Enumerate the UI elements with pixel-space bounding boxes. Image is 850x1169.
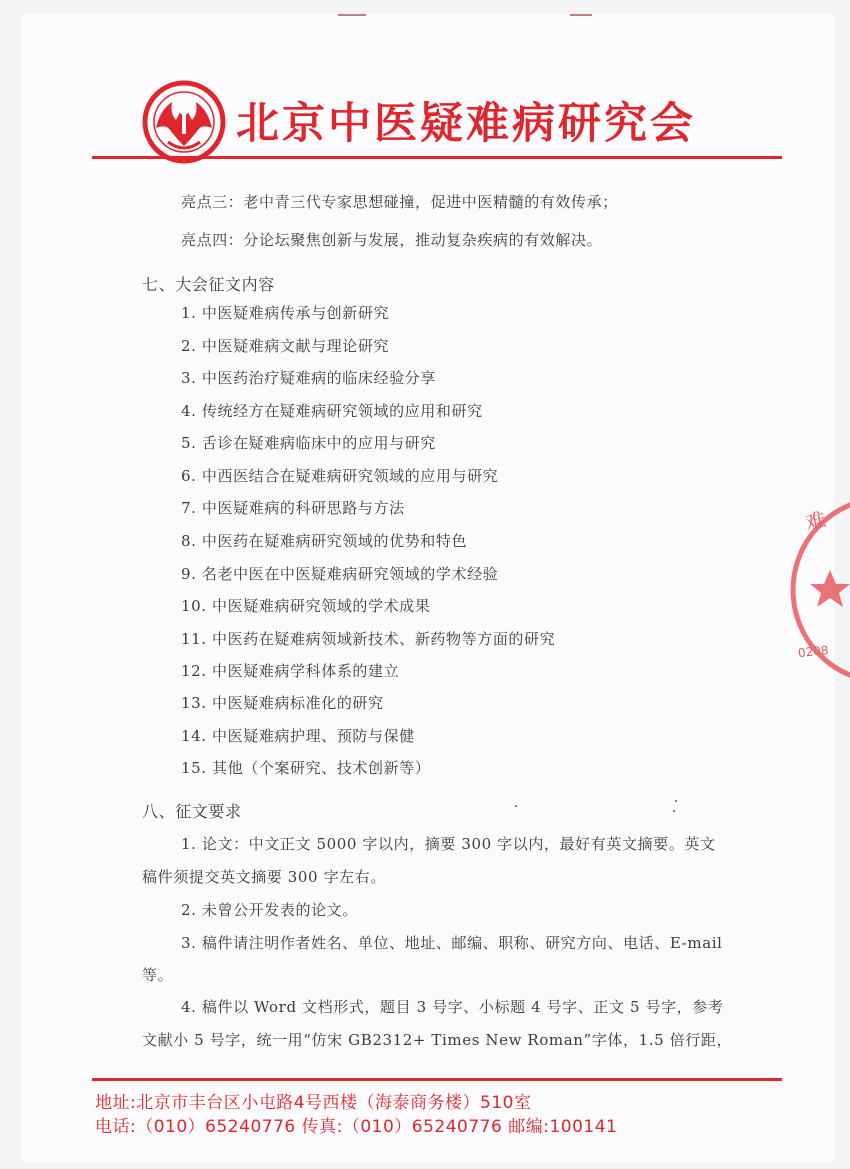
footer-contact: 电话:（010）65240776 传真:（010）65240776 邮编:100141 bbox=[95, 1117, 618, 1137]
list-item: 4. 传统经方在疑难病研究领域的应用和研究 bbox=[181, 402, 483, 420]
list-item: 5. 舌诊在疑难病临床中的应用与研究 bbox=[181, 434, 436, 452]
list-item: 13. 中医疑难病标准化的研究 bbox=[181, 694, 384, 712]
document-page bbox=[22, 14, 834, 1162]
highlight-4: 亮点四：分论坛聚焦创新与发展，推动复杂疾病的有效解决。 bbox=[181, 231, 603, 249]
list-item: 10. 中医疑难病研究领域的学术成果 bbox=[181, 597, 431, 615]
list-item: 14. 中医疑难病护理、预防与保健 bbox=[181, 727, 415, 745]
requirement-1-line-1: 1. 论文：中文正文 5000 字以内，摘要 300 字以内，最好有英文摘要。英文 bbox=[181, 835, 716, 853]
scan-speck bbox=[515, 805, 517, 807]
footer-address: 地址:北京市丰台区小屯路4号西楼（海泰商务楼）510室 bbox=[95, 1093, 532, 1113]
list-item: 15. 其他（个案研究、技术创新等） bbox=[181, 759, 431, 777]
requirement-3-line-2: 等。 bbox=[142, 966, 174, 984]
scan-mark bbox=[570, 14, 592, 16]
svg-text:0208: 0208 bbox=[797, 643, 830, 661]
list-item: 9. 名老中医在中医疑难病研究领域的学术经验 bbox=[181, 565, 499, 583]
highlight-3: 亮点三：老中青三代专家思想碰撞，促进中医精髓的有效传承； bbox=[181, 193, 618, 211]
scan-mark bbox=[338, 14, 366, 16]
list-item: 3. 中医药治疗疑难病的临床经验分享 bbox=[181, 369, 436, 387]
list-item: 6. 中西医结合在疑难病研究领域的应用与研究 bbox=[181, 467, 499, 485]
scan-speck bbox=[675, 800, 677, 802]
header-divider bbox=[92, 156, 782, 159]
association-emblem-icon bbox=[142, 80, 226, 164]
scan-speck bbox=[673, 810, 675, 812]
list-item: 1. 中医疑难病传承与创新研究 bbox=[181, 304, 390, 322]
list-item: 2. 中医疑难病文献与理论研究 bbox=[181, 337, 390, 355]
requirement-4-line-2: 文献小 5 号字，统一用“仿宋 GB2312+ Times New Roman”字体，1.5 倍行距， bbox=[142, 1031, 733, 1049]
requirement-3-line-1: 3. 稿件请注明作者姓名、单位、地址、邮编、职称、研究方向、电话、E-mail bbox=[181, 934, 723, 952]
section-8-heading: 八、征文要求 bbox=[142, 802, 242, 821]
svg-text:难: 难 bbox=[803, 507, 829, 535]
requirement-1-line-2: 稿件须提交英文摘要 300 字左右。 bbox=[142, 868, 386, 886]
organization-name: 北京中医疑难病研究会 bbox=[236, 99, 696, 149]
footer-divider bbox=[92, 1078, 782, 1081]
official-stamp-icon bbox=[790, 490, 850, 690]
requirement-4-line-1: 4. 稿件以 Word 文档形式，题目 3 号字、小标题 4 号字、正文 5 号字，参考 bbox=[181, 998, 724, 1016]
requirement-2: 2. 未曾公开发表的论文。 bbox=[181, 901, 358, 919]
section-7-heading: 七、大会征文内容 bbox=[142, 275, 275, 294]
list-item: 12. 中医疑难病学科体系的建立 bbox=[181, 662, 400, 680]
list-item: 8. 中医药在疑难病研究领域的优势和特色 bbox=[181, 532, 468, 550]
list-item: 11. 中医药在疑难病领域新技术、新药物等方面的研究 bbox=[181, 630, 556, 648]
list-item: 7. 中医疑难病的科研思路与方法 bbox=[181, 499, 405, 517]
